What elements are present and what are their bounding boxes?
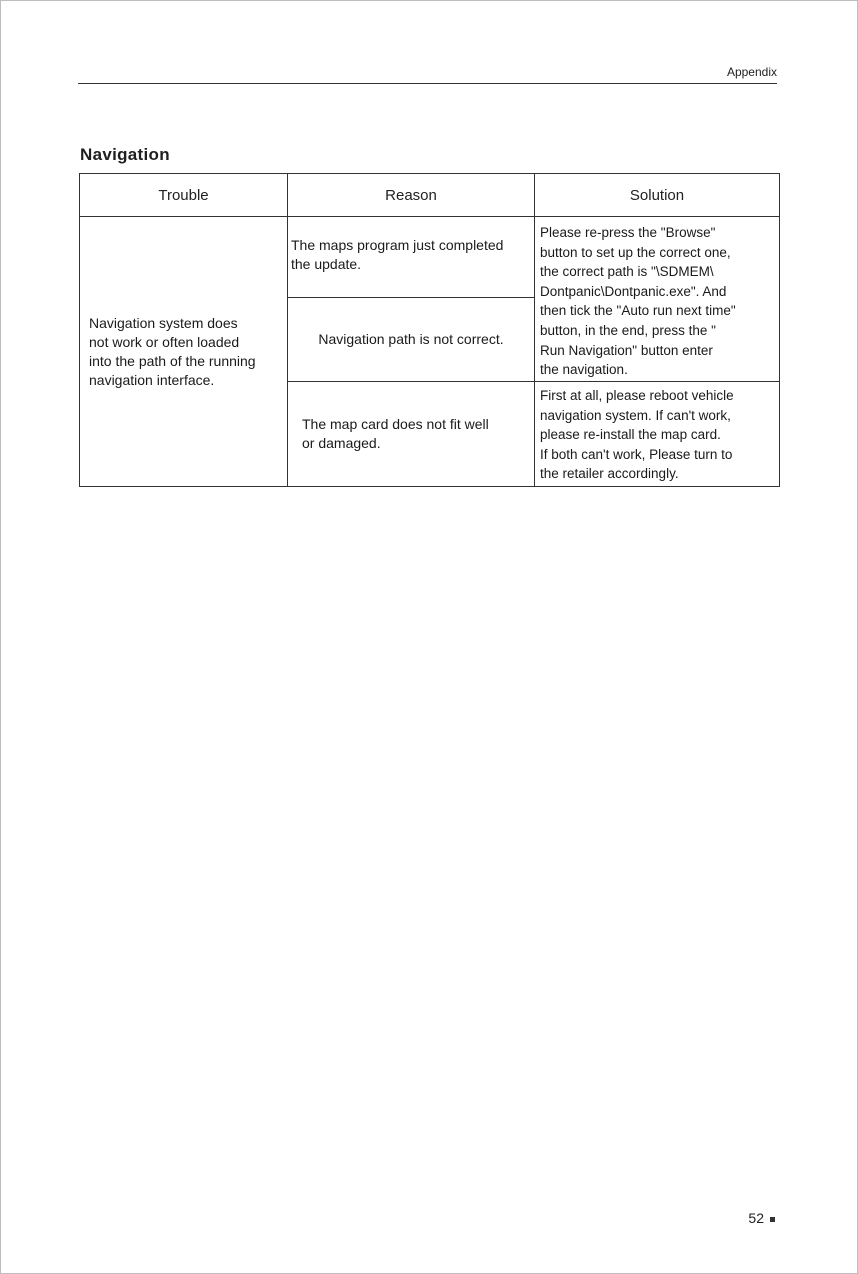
header-reason: Reason [385,186,437,204]
reason-cell [288,382,534,486]
trouble-cell [80,217,287,486]
section-title: Navigation [80,145,170,164]
reason-text: The map card does not fit well or damaged. [302,416,489,451]
solution-cell [535,223,779,381]
reason-cell [288,217,534,297]
reason-text: Navigation path is not correct. [318,331,504,347]
reason-cell [288,298,534,381]
trouble-text: Navigation system does not work or often loaded into the path of the running navigation interface. [89,314,256,388]
square-bullet-icon [770,1217,775,1222]
troubleshooting-table [79,173,780,487]
reason-text: The maps program just completed the update. [291,237,504,272]
header-solution: Solution [629,186,685,204]
page-number-text: 52 [748,1210,764,1226]
solution-text: Please re-press the "Browse" button to set up the correct one, the correct path is "\SDMEM\ Dontpanic\Dontpanic.exe". And then tick the "Auto run next time" button, in the end, press the " Run Navigation" button enter the navigation. [540,225,736,378]
page-number [748,1210,775,1226]
header-section-label: Appendix [726,65,777,79]
header-trouble: Trouble [158,186,209,204]
solution-text: First at all, please reboot vehicle navigation system. If can't work, please re-install the map card. If both can't work, Please turn to the retailer accordingly. [540,388,734,482]
header-rule [78,83,777,84]
solution-cell [535,386,779,486]
